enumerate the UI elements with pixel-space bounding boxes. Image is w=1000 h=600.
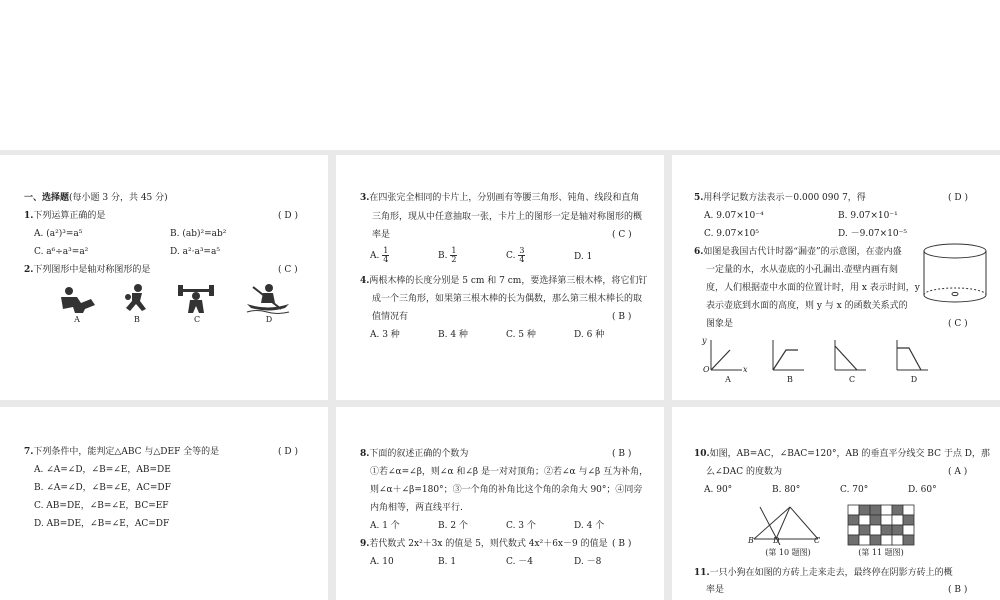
question-text: 如图，AB=AC，∠BAC=120°，AB 的垂直平分线交 BC 于点 D，那 — [709, 449, 990, 459]
tile — [870, 535, 881, 545]
answer-q3: ( C ) — [612, 230, 632, 240]
option-d: D. －9.07×10⁻⁵ — [838, 229, 908, 239]
triangle-label-c: C — [814, 536, 821, 545]
option-c: C. a⁶÷a³=a² — [34, 247, 89, 257]
answer-q7: ( D ) — [278, 447, 298, 457]
option-letter: B. — [438, 251, 448, 261]
tile — [859, 515, 870, 525]
question-7 — [24, 446, 219, 458]
page-panel-6 — [672, 407, 1000, 600]
answer-q5: ( D ) — [948, 193, 968, 203]
graph-label-d: D — [910, 375, 918, 384]
question-number: 10. — [694, 449, 710, 459]
section-title: 一、选择题 — [24, 193, 70, 203]
option-d: D. 6 种 — [574, 330, 605, 340]
answer-q9: ( B ) — [612, 539, 632, 549]
question-text: 若代数式 2x²＋3x 的值是 5，则代数式 4x²＋6x－9 的值是 — [369, 539, 608, 549]
question-text: 用科学记数方法表示－0.000 090 7，得 — [703, 193, 866, 203]
graph-label-c: C — [848, 375, 856, 384]
tile — [881, 525, 892, 535]
top-blank-area — [0, 0, 1000, 150]
sport-icon-c — [178, 283, 214, 315]
option-c: C. 5 种 — [506, 330, 536, 340]
section-note: (每小题 3 分，共 45 分) — [69, 193, 168, 203]
tile — [859, 535, 870, 545]
graph-a-x-label: x — [743, 365, 748, 374]
option-d: D. 1 — [574, 252, 593, 262]
question-number: 8. — [360, 449, 370, 459]
answer-q2: ( C ) — [278, 265, 298, 275]
question-8-line-1: ①若∠α=∠β，则∠α 和∠β 是一对对顶角；②若∠α 与∠β 互为补角， — [370, 467, 649, 477]
tile — [892, 515, 903, 525]
question-number: 2. — [24, 265, 34, 275]
option-a: A. 10 — [370, 557, 394, 567]
question-number: 1. — [24, 211, 34, 221]
tile — [848, 535, 859, 545]
option-a: A. 90° — [704, 485, 733, 495]
graph-label-b: B — [787, 375, 793, 384]
question-text: 如图是我国古代计时器“漏壶”的示意图，在壶内盛 — [703, 247, 902, 257]
figure-10-caption: (第 10 题图) — [765, 548, 811, 557]
option-c — [506, 247, 525, 264]
question-3-line-3: 率是 — [372, 230, 391, 240]
question-2 — [24, 264, 150, 276]
question-text: 下列运算正确的是 — [33, 211, 106, 221]
question-number: 7. — [24, 447, 34, 457]
option-b: B. 2 个 — [438, 521, 468, 531]
question-6-line-1 — [694, 246, 902, 258]
triangle-label-b: B — [748, 536, 754, 545]
option-b: B. 80° — [772, 485, 801, 495]
question-text: 两根木棒的长度分别是 5 cm 和 7 cm，要选择第三根木棒，将它们钉 — [369, 276, 648, 286]
question-4-line-2: 成一个三角形，如果第三根木棒的长为偶数，那么第三根木棒长的取 — [372, 294, 643, 304]
answer-q1: ( D ) — [278, 211, 298, 221]
tile — [881, 515, 892, 525]
tile — [870, 525, 881, 535]
question-text: 一只小狗在如图的方砖上走来走去，最终停在阴影方砖上的概 — [709, 568, 953, 578]
question-8 — [360, 448, 468, 460]
option-b: B. 9.07×10⁻¹ — [838, 211, 898, 221]
tile — [903, 535, 914, 545]
denominator: 4 — [519, 255, 525, 264]
question-11-line-2: 率是 — [706, 585, 725, 595]
question-6-line-5: 图象是 — [706, 319, 734, 329]
tile — [881, 535, 892, 545]
section-heading — [24, 192, 168, 204]
page-panel-3 — [672, 155, 1000, 400]
tile — [903, 505, 914, 515]
option-d: D. 60° — [908, 485, 937, 495]
question-number: 3. — [360, 193, 370, 203]
option-letter: C. — [506, 251, 516, 261]
option-b: B. (ab)²=ab² — [170, 229, 227, 239]
answer-q8: ( B ) — [612, 449, 632, 459]
tile — [848, 505, 859, 515]
tile — [892, 535, 903, 545]
option-a: A. 1 个 — [370, 521, 400, 531]
option-d: D. －8 — [574, 557, 602, 567]
tile — [848, 525, 859, 535]
option-d: D. 4 个 — [574, 521, 605, 531]
question-9 — [360, 538, 608, 550]
option-b: B. ∠A=∠D，∠B=∠E，AC=DF — [34, 483, 171, 493]
option-c: C. 9.07×10⁵ — [704, 229, 759, 239]
option-d: D. a²·a³=a⁵ — [170, 247, 220, 257]
figure-label-a: A — [74, 315, 80, 324]
question-10-line-1 — [694, 448, 990, 460]
graph-d — [892, 338, 930, 374]
figure-label-c: C — [193, 315, 201, 324]
question-number: 11. — [694, 568, 710, 578]
question-number: 6. — [694, 247, 704, 257]
graph-a-y-label: y — [702, 336, 707, 345]
question-6-line-4: 表示壶底到水面的高度，则 y 与 x 的函数关系式的 — [706, 301, 908, 311]
sport-icon-b — [122, 283, 148, 315]
answer-q4: ( B ) — [612, 312, 632, 322]
tile — [848, 515, 859, 525]
page-panel-5 — [336, 407, 664, 600]
question-6-line-3: 度，人们根据壶中水面的位置计时，用 x 表示时间，y — [706, 283, 920, 293]
graph-c — [830, 338, 868, 374]
option-a: A. 3 种 — [370, 330, 400, 340]
figure-label-b: B — [134, 315, 140, 324]
question-10-line-2: 么∠DAC 的度数为 — [706, 467, 783, 477]
question-text: 下面的叙述正确的个数为 — [369, 449, 469, 459]
fraction — [382, 247, 389, 264]
tile — [903, 515, 914, 525]
graph-b — [768, 338, 806, 374]
triangle-label-d: D — [773, 536, 780, 545]
page-panel-4 — [0, 407, 328, 600]
denominator: 4 — [383, 255, 389, 264]
question-5 — [694, 192, 866, 204]
question-11-line-1 — [694, 567, 953, 579]
question-text: 下列条件中，能判定△ABC 与△DEF 全等的是 — [33, 447, 220, 457]
option-a: A. ∠A=∠D，∠B=∠E，AB=DE — [34, 465, 171, 475]
graph-label-a: A — [725, 375, 731, 384]
fraction — [450, 247, 457, 264]
option-c: C. －4 — [506, 557, 534, 567]
tile — [892, 505, 903, 515]
option-a — [370, 247, 389, 264]
question-3-line-1 — [360, 192, 639, 204]
fraction — [518, 247, 525, 264]
graph-a-origin: O — [703, 365, 710, 374]
page-panel-2 — [336, 155, 664, 400]
answer-q10: ( A ) — [948, 467, 968, 477]
question-number: 9. — [360, 539, 370, 549]
question-1 — [24, 210, 105, 222]
figure-11-caption: (第 11 题图) — [858, 548, 904, 557]
option-b — [438, 247, 457, 264]
sport-icon-d — [245, 283, 291, 315]
question-number: 5. — [694, 193, 704, 203]
numerator: 1 — [451, 246, 457, 255]
question-text: 下列图形中是轴对称图形的是 — [33, 265, 151, 275]
tile — [870, 505, 881, 515]
option-b: B. 4 种 — [438, 330, 468, 340]
option-a: A. 9.07×10⁻⁴ — [704, 211, 764, 221]
triangle-figure — [750, 503, 822, 545]
option-c: C. AB=DE，∠B=∠E，BC=EF — [34, 501, 169, 511]
question-text: 在四张完全相同的卡片上，分别画有等腰三角形、钝角、线段和直角 — [369, 193, 640, 203]
option-b: B. 1 — [438, 557, 457, 567]
sport-icon-a — [55, 285, 99, 315]
option-a: A. (a²)³=a⁵ — [34, 229, 83, 239]
water-clock-figure — [922, 243, 988, 305]
question-4-line-1 — [360, 275, 647, 287]
question-number: 4. — [360, 276, 370, 286]
denominator: 2 — [451, 255, 457, 264]
option-letter: A. — [370, 251, 380, 261]
tile — [881, 505, 892, 515]
tile — [859, 505, 870, 515]
answer-q11: ( B ) — [948, 585, 968, 595]
tile — [870, 515, 881, 525]
question-6-line-2: 一定量的水，水从壶底的小孔漏出.壶壁内画有刻 — [706, 265, 898, 275]
question-3-line-2: 三角形，现从中任意抽取一张，卡片上的图形一定是轴对称图形的概 — [372, 212, 643, 222]
tile — [892, 525, 903, 535]
answer-q6: ( C ) — [948, 319, 968, 329]
question-8-line-3: 内角相等，两直线平行. — [370, 503, 463, 513]
question-4-line-3: 值情况有 — [372, 312, 409, 322]
question-8-line-2: 则∠α＋∠β=180°；③一个角的补角比这个角的余角大 90°；④同旁 — [370, 485, 643, 495]
option-c: C. 3 个 — [506, 521, 536, 531]
page-panel-1 — [0, 155, 328, 400]
numerator: 1 — [383, 246, 389, 255]
figure-label-d: D — [265, 315, 273, 324]
option-c: C. 70° — [840, 485, 869, 495]
graph-a — [706, 338, 744, 374]
numerator: 3 — [519, 246, 525, 255]
option-d: D. AB=DE，∠B=∠E，AC=DF — [34, 519, 170, 529]
tile-grid — [848, 505, 914, 545]
tile — [859, 525, 870, 535]
tile — [903, 525, 914, 535]
